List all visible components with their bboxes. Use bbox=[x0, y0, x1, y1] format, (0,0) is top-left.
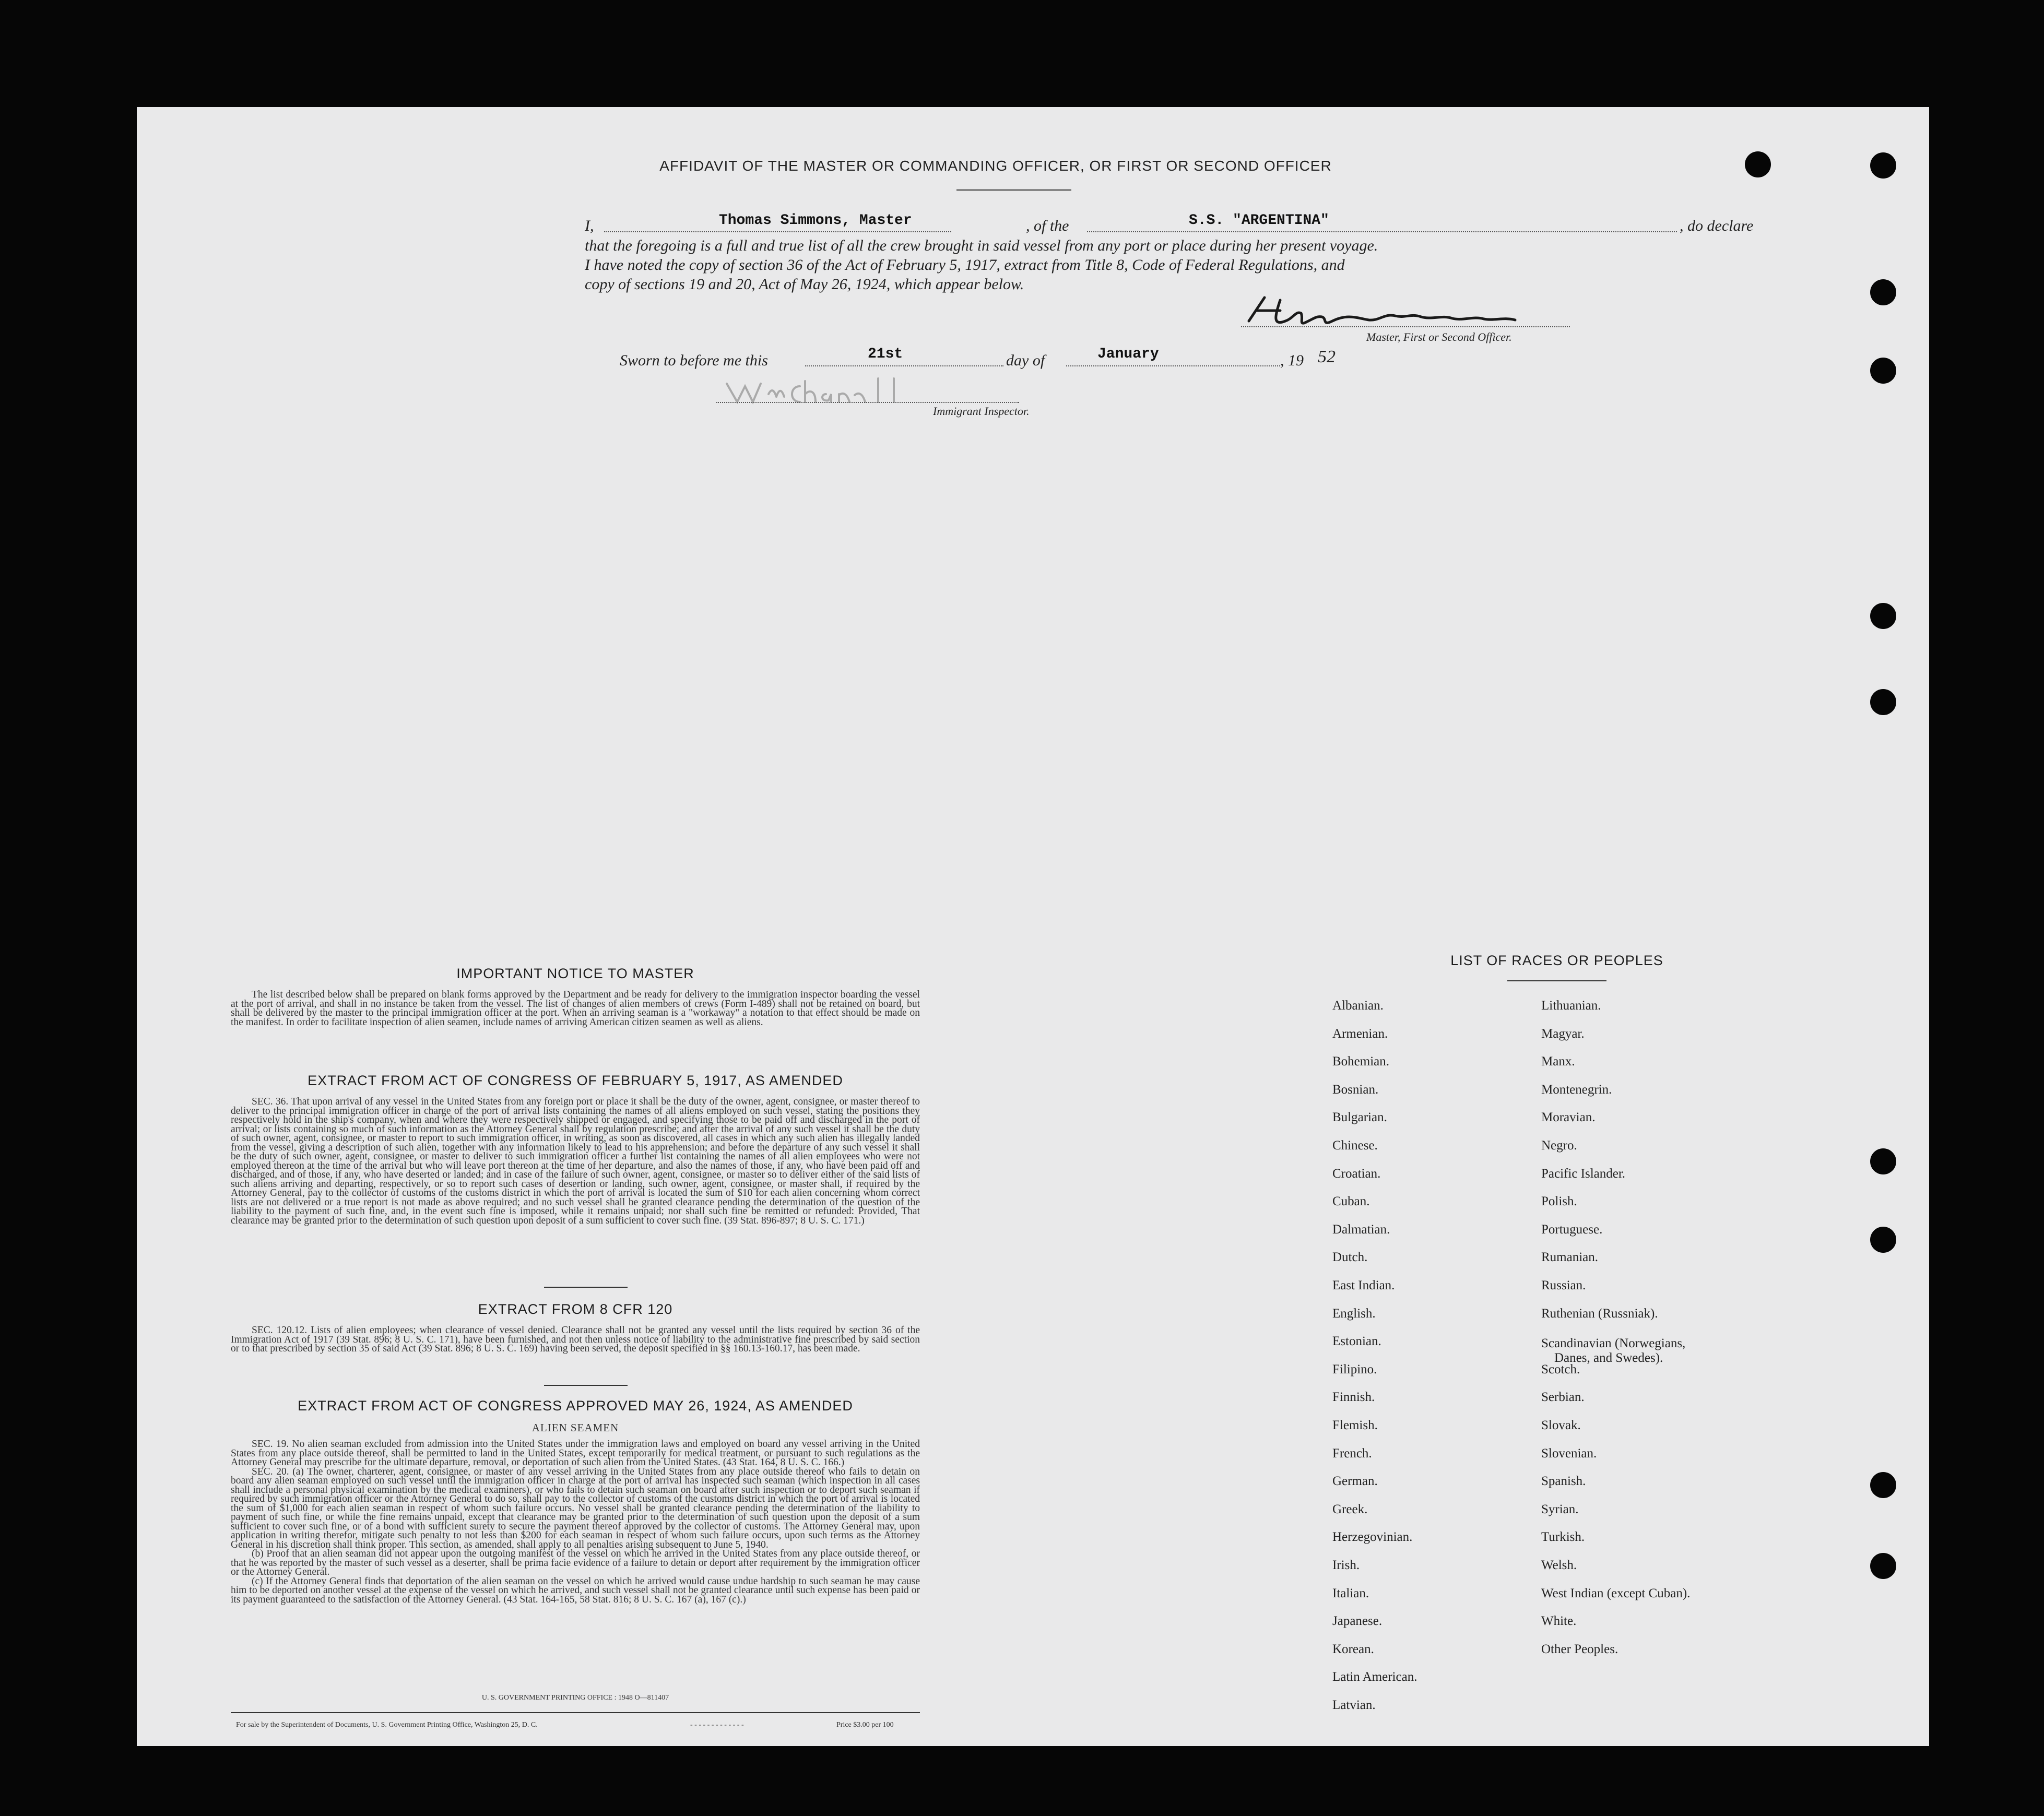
i-label: I, bbox=[585, 217, 594, 234]
race-item: Bosnian. bbox=[1332, 1082, 1379, 1097]
inspector-signature-line bbox=[716, 402, 1019, 403]
of-the-label: , of the bbox=[1026, 217, 1069, 234]
sworn-month: January bbox=[1097, 346, 1159, 362]
race-item: Dalmatian. bbox=[1332, 1222, 1390, 1237]
race-item: Negro. bbox=[1541, 1138, 1577, 1153]
race-item: Portuguese. bbox=[1541, 1222, 1603, 1237]
vessel-name: S.S. "ARGENTINA" bbox=[1189, 212, 1329, 229]
sec20b: (b) Proof that an alien seaman did not appear upon the outgoing manifest of the vessel on which he arrived in the United States from any place outside thereof, or that he was reported by the master of such vessel as a deserter, shall be prima facie evidence of a failure to detain or deport after requirement by the immigration officer or the Attorney General. bbox=[231, 1548, 920, 1577]
extract-1924-subtitle: ALIEN SEAMEN bbox=[531, 1421, 619, 1434]
race-item: Scandinavian (Norwegians, bbox=[1541, 1336, 1686, 1351]
race-item: Armenian. bbox=[1332, 1026, 1388, 1041]
race-item: Italian. bbox=[1332, 1586, 1369, 1600]
race-item: Ruthenian (Russniak). bbox=[1541, 1306, 1658, 1321]
affidavit-line-2: that the foregoing is a full and true list of all the crew brought in said vessel from any port or place during her present voyage. bbox=[585, 237, 1378, 254]
race-item: Chinese. bbox=[1332, 1138, 1378, 1153]
race-item: Bulgarian. bbox=[1332, 1110, 1387, 1125]
race-item: Pacific Islander. bbox=[1541, 1166, 1626, 1181]
footer-rule bbox=[231, 1712, 920, 1713]
sworn-day-line bbox=[805, 365, 1003, 366]
race-item: German. bbox=[1332, 1474, 1378, 1489]
race-item: White. bbox=[1541, 1614, 1577, 1629]
punch-hole bbox=[1870, 1553, 1896, 1579]
race-item: Magyar. bbox=[1541, 1026, 1585, 1041]
race-item: Korean. bbox=[1332, 1642, 1374, 1656]
inspector-signature bbox=[722, 373, 956, 410]
race-item: Scotch. bbox=[1541, 1362, 1580, 1376]
footer-dashes: - - - - - - - - - - - - - bbox=[690, 1721, 744, 1729]
section-rule bbox=[544, 1385, 628, 1386]
race-item: Serbian. bbox=[1541, 1390, 1585, 1405]
affidavit-line-4: copy of sections 19 and 20, Act of May 26, 1924, which appear below. bbox=[585, 276, 1024, 293]
punch-hole bbox=[1870, 279, 1896, 305]
sworn-label: Sworn to before me this bbox=[620, 352, 768, 369]
master-signature-caption: Master, First or Second Officer. bbox=[1366, 330, 1512, 343]
notice-body: The list described below shall be prepared on blank forms approved by the Department and be ready for delivery to the immigration inspector boarding the vessel at the port of arrival, and shall in no instance be taken from the vessel. The list of changes of alien members of crews (Form I-489) shall not be retained on board, but shall be delivered by the master to the principal immigration officer at the port. When an arriving seaman is a "workaway" a notation to that effect should be made on the manifest. In order to facilitate inspection of alien seamen, include names of arriving American citizen seamen as well as aliens. bbox=[231, 989, 920, 1028]
race-item: Finnish. bbox=[1332, 1390, 1375, 1405]
section-rule bbox=[544, 1287, 628, 1288]
race-item: Greek. bbox=[1332, 1502, 1368, 1516]
race-item: Flemish. bbox=[1332, 1418, 1378, 1432]
extract-1917-title: EXTRACT FROM ACT OF CONGRESS OF FEBRUARY 5, 1917, AS AMENDED bbox=[308, 1073, 843, 1088]
race-item: East Indian. bbox=[1332, 1278, 1395, 1292]
sec19: SEC. 19. No alien seaman excluded from admission into the United States under the immigration laws and employed on board any vessel arriving in the United States from any place outside thereof, shall be permitted to land in the United States, except temporarily for medical treatment, or pursuant to such regulations as the Attorney General may prescribe for the ultimate departure, removal, or deportation of such alien from the United States. (43 Stat. 164, 8 U. S. C. 166.) bbox=[231, 1439, 920, 1468]
race-item: Russian. bbox=[1541, 1278, 1586, 1292]
extract-1917-body: SEC. 36. That upon arrival of any vessel in the United States from any foreign port or place it shall be the duty of the owner, agent, consignee, or master thereof to deliver to the principal immigration officer in charge of the port of arrival lists containing the names of all aliens employed on such vessel, stating the positions they respectively hold in the ship's company, when and where they were respectively shipped or engaged, and specifying those to be paid off and discharged in the port of arrival; or lists containing so much of such information as the Attorney General shall by regulation prescribe; and after the arrival of any such vessel it shall be the duty of such owner, agent, consignee, or master to report to such immigration officer, in writing, as soon as discovered, all cases in which any such alien has illegally landed from the vessel, giving a description of such alien, together with any information likely to lead to his apprehension; and before the departure of any such vessel it shall be the duty of such owner, agent, consignee, or master to deliver to such immigration officer a further list containing the names of all alien employees who were not employed thereon at the time of the arrival but who will leave port thereon at the time of her departure, and also the names of those, if any, who have been paid off and discharged, and of those, if any, who have deserted or landed; and in case of the failure of such owner, agent, consignee, or master so to deliver either of the said lists of such aliens arriving and departing, respectively, or so to report such cases of desertion or landing, such owner, agent, consignee, or master shall, if required by the Attorney General, pay to the collector of customs of the customs district in which the port of arrival is located the sum of $10 for each alien concerning whom correct lists are not delivered or a true report is not made as above required; and no such vessel shall be granted clearance pending the determination of the question of the liability to the payment of such fine, and, in the event such fine is imposed, while it remains unpaid; nor shall such fine be remitted or refunded: Provided, That clearance may be granted prior to the determination of such question upon deposit of a sum sufficient to cover such fine. (39 Stat. 896-897; 8 U. S. C. 171.) bbox=[231, 1096, 920, 1226]
affidavit-line-3: I have noted the copy of section 36 of the Act of February 5, 1917, extract from Title 8, Code of Federal Regulations, and bbox=[585, 256, 1345, 274]
race-item: Filipino. bbox=[1332, 1362, 1377, 1376]
extract-1924-body bbox=[231, 1440, 920, 1604]
punch-hole bbox=[1870, 358, 1896, 384]
punch-hole bbox=[1745, 151, 1771, 177]
extract-1924-title: EXTRACT FROM ACT OF CONGRESS APPROVED MAY 26, 1924, AS AMENDED bbox=[298, 1398, 853, 1414]
title-rule bbox=[956, 189, 1071, 191]
punch-hole bbox=[1870, 1148, 1896, 1174]
race-item: Rumanian. bbox=[1541, 1250, 1599, 1265]
notice-title: IMPORTANT NOTICE TO MASTER bbox=[456, 966, 694, 981]
vessel-name-line bbox=[1087, 231, 1677, 232]
race-item: Estonian. bbox=[1332, 1334, 1381, 1349]
printing-office: U. S. GOVERNMENT PRINTING OFFICE : 1948 O—811407 bbox=[481, 1694, 669, 1702]
footer-left: For sale by the Superintendent of Documents, U. S. Government Printing Office, Washington 25, D. C. bbox=[236, 1721, 538, 1729]
extract-cfr-title: EXTRACT FROM 8 CFR 120 bbox=[478, 1301, 673, 1317]
race-item: Manx. bbox=[1541, 1054, 1575, 1069]
affidavit-title: AFFIDAVIT OF THE MASTER OR COMMANDING OFFICER, OR FIRST OR SECOND OFFICER bbox=[659, 158, 1332, 174]
master-signature-line bbox=[1241, 326, 1570, 327]
punch-hole bbox=[1870, 152, 1896, 179]
race-item: Cuban. bbox=[1332, 1194, 1370, 1209]
race-item: Slovenian. bbox=[1541, 1446, 1597, 1461]
race-item: Latin American. bbox=[1332, 1670, 1417, 1684]
race-item: Syrian. bbox=[1541, 1502, 1579, 1516]
punch-hole bbox=[1870, 689, 1896, 715]
day-of-label: day of bbox=[1006, 352, 1045, 369]
master-signature bbox=[1244, 290, 1536, 337]
race-item: Welsh. bbox=[1541, 1558, 1577, 1572]
race-item: Irish. bbox=[1332, 1558, 1360, 1572]
race-item: Moravian. bbox=[1541, 1110, 1596, 1125]
race-item: Polish. bbox=[1541, 1194, 1577, 1209]
race-item: Montenegrin. bbox=[1541, 1082, 1612, 1097]
race-item: Slovak. bbox=[1541, 1418, 1581, 1432]
footer-right: Price $3.00 per 100 bbox=[836, 1721, 894, 1729]
race-item: Lithuanian. bbox=[1541, 999, 1601, 1013]
sworn-month-line bbox=[1066, 365, 1280, 366]
race-item: English. bbox=[1332, 1306, 1376, 1321]
race-item: Bohemian. bbox=[1332, 1054, 1390, 1069]
races-rule bbox=[1507, 980, 1606, 981]
race-item: Japanese. bbox=[1332, 1614, 1383, 1629]
race-item: Dutch. bbox=[1332, 1250, 1368, 1265]
year-suffix: 52 bbox=[1318, 347, 1336, 366]
punch-hole bbox=[1870, 1472, 1896, 1498]
punch-hole bbox=[1870, 1227, 1896, 1253]
declare-label: , do declare bbox=[1680, 217, 1754, 234]
race-item: Danes, and Swedes). bbox=[1554, 1351, 1663, 1366]
master-name: Thomas Simmons, Master bbox=[719, 212, 912, 229]
sec20a: SEC. 20. (a) The owner, charterer, agent, consignee, or master of any vessel arriving in the United States from any place outside thereof who fails to detain on board any alien seaman employed on such vessel until the immigration officer in charge at the port of arrival has inspected such seaman (which inspection in all cases shall include a personal physical examination by the medical examiners), or who fails to detain such seaman on board after such inspection or to deport such seaman if required by such immigration officer or the Attorney General to do so, shall pay to the collector of customs of the customs district in which the port of arrival is located the sum of $1,000 for each alien seaman in respect of whom such failure occurs. No vessel shall be granted clearance pending the determination of the liability to payment of such fine, or while the fine remains unpaid, except that clearance may be granted prior to the determination of such question upon the deposit of a sum sufficient to cover such fine, or of a bond with sufficient surety to secure the payment thereof approved by the collector of customs. The Attorney General may, upon application in writing therefor, mitigate such penalty to not less than $200 for each seaman in respect of whom such failure occurs, upon such terms as the Attorney General in his discretion shall think proper. This section, as amended, shall apply to all penalties arising subsequent to June 5, 1940. bbox=[231, 1466, 920, 1550]
race-item: French. bbox=[1332, 1446, 1372, 1461]
year-prefix: , 19 bbox=[1280, 352, 1304, 369]
sec20c: (c) If the Attorney General finds that deportation of the alien seaman on the vessel on which he arrived would cause undue hardship to such seaman he may cause him to be deported on another vessel at the expense of the vessel on which he arrived, and such vessel shall not be granted clearance until such expense has been paid or its payment guaranteed to the satisfaction of the Attorney General. (43 Stat. 164-165, 58 Stat. 816; 8 U. S. C. 167 (a), 167 (c).) bbox=[231, 1575, 920, 1605]
race-item: Albanian. bbox=[1332, 999, 1384, 1013]
form-page bbox=[137, 107, 1929, 1746]
race-item: Other Peoples. bbox=[1541, 1642, 1618, 1656]
race-item: Croatian. bbox=[1332, 1166, 1381, 1181]
race-item: West Indian (except Cuban). bbox=[1541, 1586, 1691, 1600]
master-name-line bbox=[604, 231, 951, 232]
race-item: Herzegovinian. bbox=[1332, 1530, 1413, 1545]
races-title: LIST OF RACES OR PEOPLES bbox=[1450, 953, 1663, 968]
sworn-day: 21st bbox=[868, 346, 903, 362]
race-item: Turkish. bbox=[1541, 1530, 1585, 1545]
extract-cfr-body: SEC. 120.12. Lists of alien employees; when clearance of vessel denied. Clearance shall not be granted any vessel until the lists required by section 36 of the Immigration Act of 1917 (39 Stat. 896; 8 U. S. C. 171), have been furnished, and not then unless notice of liability to the administrative fine prescribed by said section or to that prescribed by section 35 of said Act (39 Stat. 896; 8 U. S. C. 169) having been served, the deposit specified in §§ 160.13-160.17, has been made. bbox=[231, 1325, 920, 1354]
punch-hole bbox=[1870, 603, 1896, 629]
inspector-caption: Immigrant Inspector. bbox=[933, 405, 1030, 418]
race-item: Latvian. bbox=[1332, 1698, 1376, 1712]
race-item: Spanish. bbox=[1541, 1474, 1586, 1489]
